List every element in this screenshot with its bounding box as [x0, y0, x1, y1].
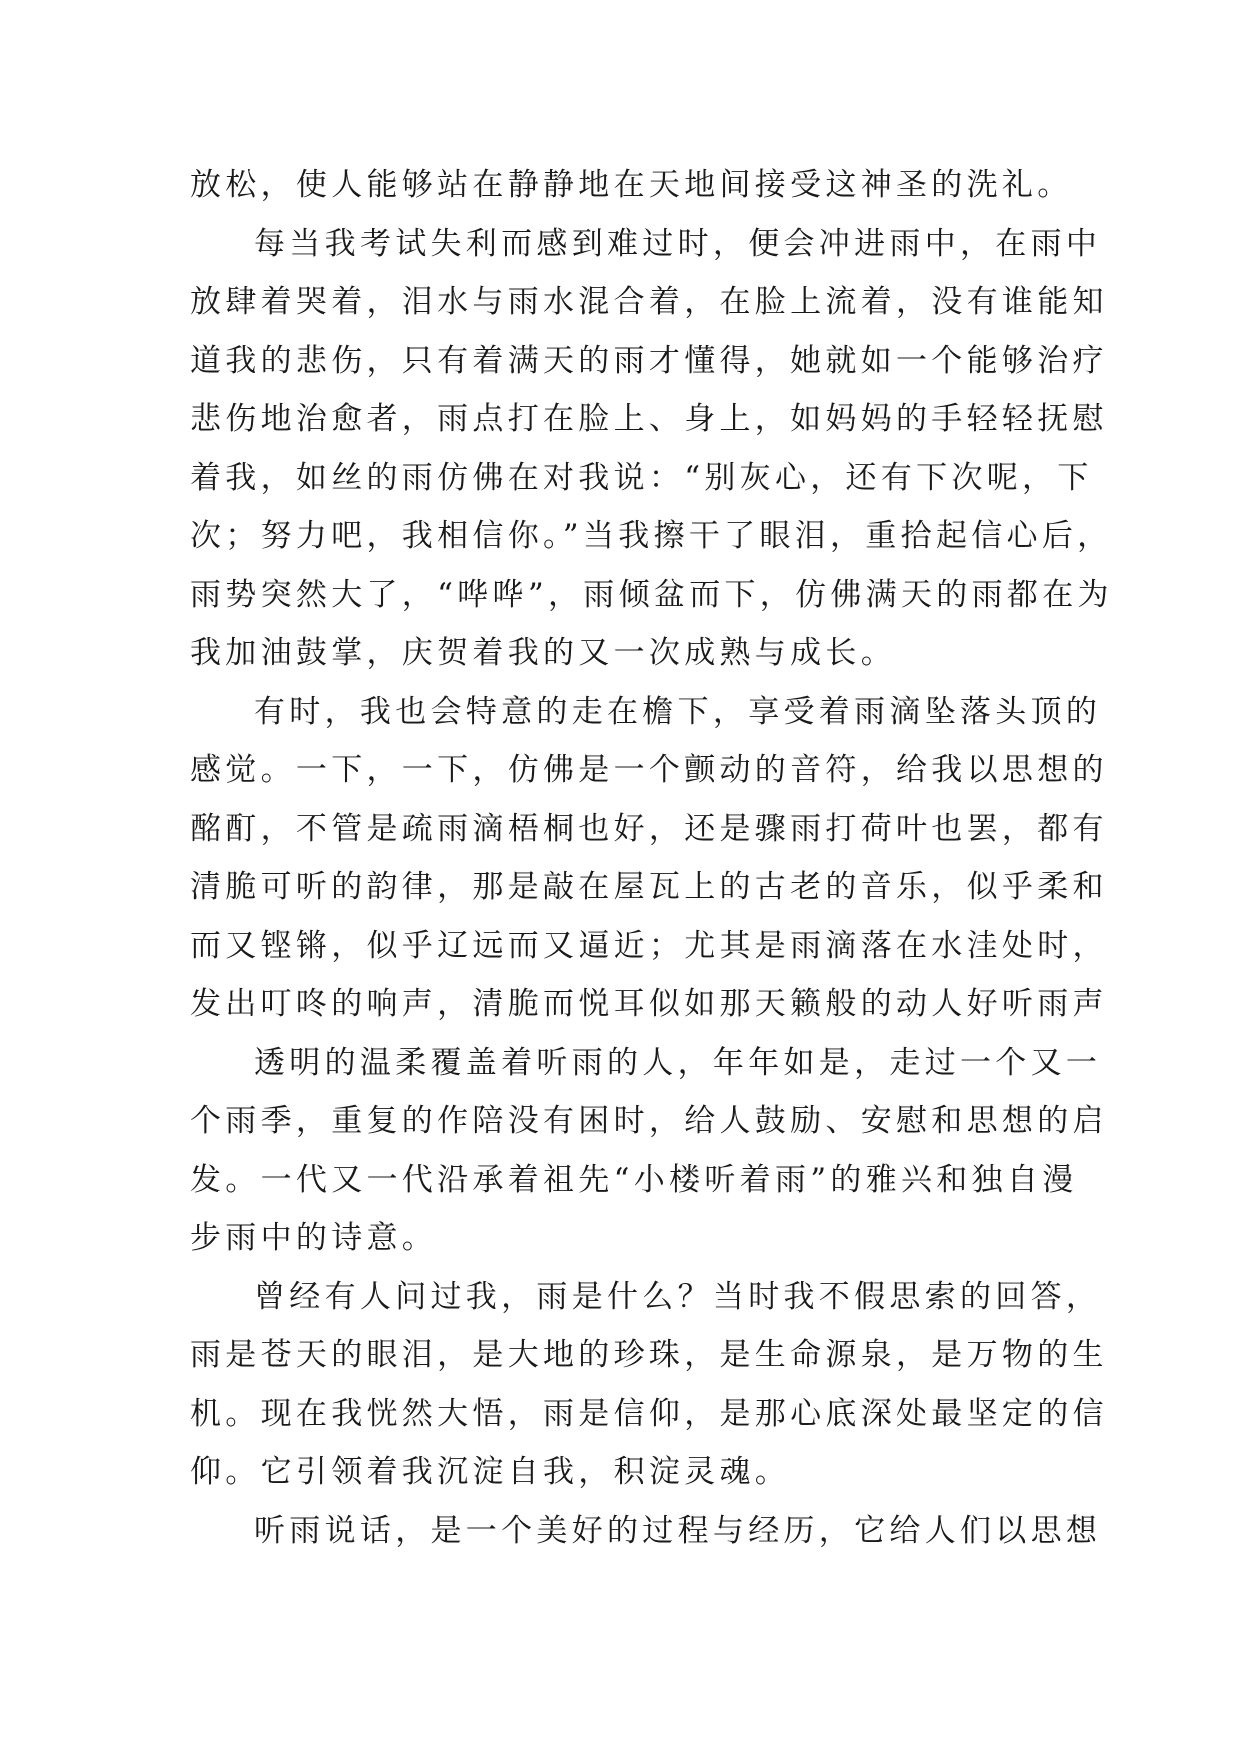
text-line: 清脆可听的韵律，那是敲在屋瓦上的古老的音乐，似乎柔和: [190, 869, 1108, 905]
text-line: 有时，我也会特意的走在檐下，享受着雨滴坠落头顶的: [254, 693, 1102, 730]
text-line: 个雨季，重复的作陪没有困时，给人鼓励、安慰和思想的启: [190, 1103, 1108, 1139]
text-line: 放松，使人能够站在静静地在天地间接受这神圣的洗礼。: [190, 167, 1073, 203]
text-line: 酩酊，不管是疏雨滴梧桐也好，还是骤雨打荷叶也罢，都有: [190, 810, 1108, 847]
text-line: 雨是苍天的眼泪，是大地的珍珠，是生命源泉，是万物的生: [190, 1337, 1108, 1373]
text-line: 每当我考试失利而感到难过时，便会冲进雨中，在雨中: [254, 225, 1102, 262]
text-line: 发。一代又一代沿承着祖先“小楼听着雨”的雅兴和独自漫: [190, 1161, 1078, 1198]
text-line: 悲伤地治愈者，雨点打在脸上、身上，如妈妈的手轻轻抚慰: [190, 401, 1108, 437]
text-line: 道我的悲伤，只有着满天的雨才懂得，她就如一个能够治疗: [190, 342, 1108, 379]
document-body: [190, 156, 1113, 1560]
text-line: 步雨中的诗意。: [190, 1220, 438, 1256]
text-line: 曾经有人问过我，雨是什么？当时我不假思索的回答，: [254, 1278, 1102, 1315]
text-line: 我加油鼓掌，庆贺着我的又一次成熟与成长。: [190, 635, 896, 671]
text-line: 放肆着哭着，泪水与雨水混合着，在脸上流着，没有谁能知: [190, 284, 1108, 320]
text-line: 听雨说话，是一个美好的过程与经历，它给人们以思想: [254, 1512, 1102, 1549]
text-line: 次；努力吧，我相信你。”当我擦干了眼泪，重拾起信心后，: [190, 518, 1113, 554]
text-line: 仰。它引领着我沉淀自我，积淀灵魂。: [190, 1454, 791, 1490]
text-line: 雨势突然大了，“哗哗”，雨倾盆而下，仿佛满天的雨都在为: [190, 576, 1113, 613]
text-line: 着我，如丝的雨仿佛在对我说：“别灰心，还有下次呢，下: [190, 459, 1093, 496]
text-line: 而又铿锵，似乎辽远而又逼近；尤其是雨滴落在水洼处时，: [190, 927, 1108, 964]
text-line: 发出叮咚的响声，清脆而悦耳似如那天籁般的动人好听雨声: [190, 986, 1108, 1022]
text-line: 机。现在我恍然大悟，雨是信仰，是那心底深处最坚定的信: [190, 1395, 1108, 1432]
text-line: 感觉。一下，一下，仿佛是一个颤动的音符，给我以思想的: [190, 752, 1108, 788]
text-line: 透明的温柔覆盖着听雨的人，年年如是，走过一个又一: [254, 1044, 1102, 1081]
